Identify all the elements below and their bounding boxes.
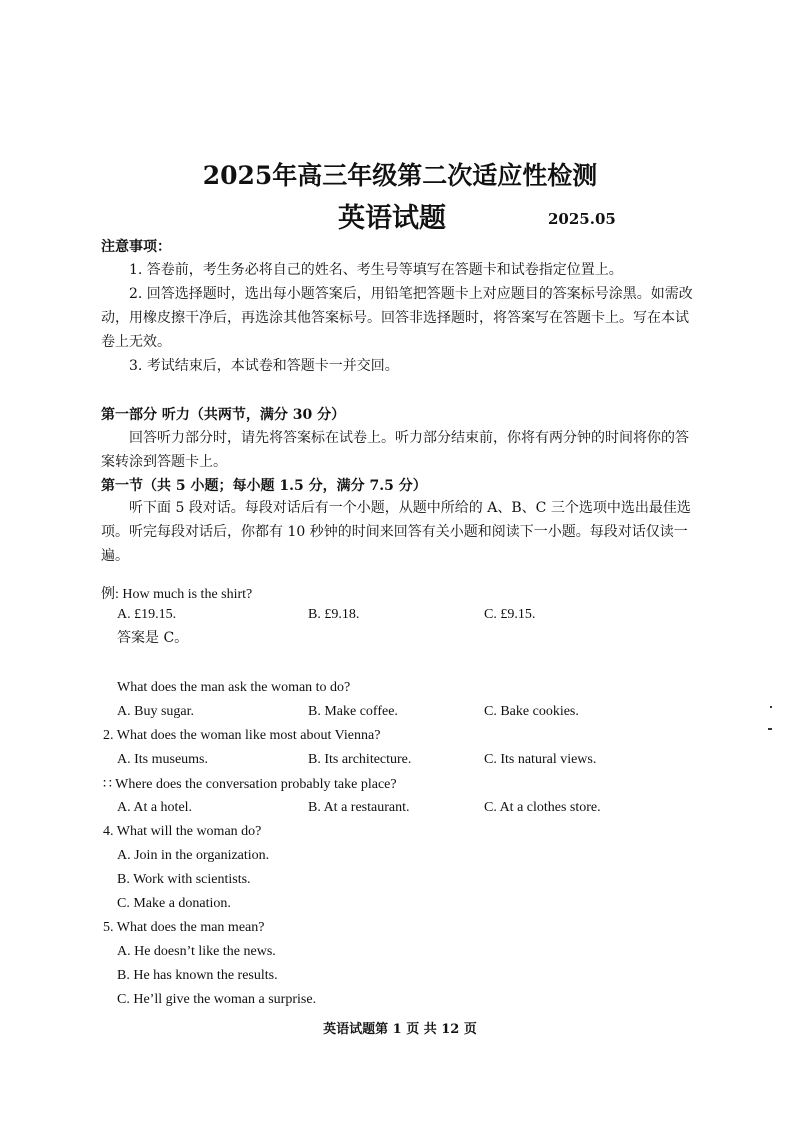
page-footer: 英语试题第 1 页 共 12 页 [323,1022,477,1037]
question-1-option-a: A. Buy sugar. [117,704,194,719]
question-5-option-b: B. He has known the results. [117,968,278,983]
section1-heading: 第一节（共 5 小题；每小题 1.5 分，满分 7.5 分） [101,478,427,494]
question-1-option-c: C. Bake cookies. [484,704,579,719]
notice-item-3: 3. 考试结束后，本试卷和答题卡一并交回。 [129,358,399,374]
scan-speck [770,706,772,708]
exam-subject-title: 英语试题 [338,203,446,234]
part1-instructions: 回答听力部分时，请先将答案标在试卷上。听力部分结束前，你将有两分钟的时间将你的答案转涂到答题卡上。 [101,430,689,470]
question-1: What does the man ask the woman to do? [117,680,351,695]
question-3-option-c: C. At a clothes store. [484,800,601,815]
example-option-a: A. £19.15. [117,607,177,622]
question-2: 2. What does the woman like most about Vienna? [103,728,381,743]
question-2-option-c: C. Its natural views. [484,752,597,767]
example-option-b: B. £9.18. [308,607,360,622]
notice-heading: 注意事项： [101,239,171,255]
question-4: 4. What will the woman do? [103,824,262,839]
notice-item-1: 1. 答卷前，考生务必将自己的姓名、考生号等填写在答题卡和试卷指定位置上。 [129,262,623,278]
scan-speck [768,728,772,730]
question-4-option-b: B. Work with scientists. [117,872,251,887]
notice-item-2: 2. 回答选择题时，选出每小题答案后，用铅笔把答题卡上对应题目的答案标号涂黑。如需改动，用橡皮擦干净后，再选涂其他答案标号。回答非选择题时，将答案写在答题卡上。写在本试卷上无效。 [101,286,693,350]
question-3-option-a: A. At a hotel. [117,800,193,815]
question-5: 5. What does the man mean? [103,920,265,935]
example-answer: 答案是 C。 [117,630,189,646]
question-1-option-b: B. Make coffee. [308,704,398,719]
exam-date: 2025.05 [548,210,616,228]
question-2-option-a: A. Its museums. [117,752,208,767]
question-3: ∷ Where does the conversation probably take place? [103,777,397,792]
part1-heading: 第一部分 听力（共两节，满分 30 分） [101,407,346,423]
section1-instructions: 听下面 5 段对话。每段对话后有一个小题，从题中所给的 A、B、C 三个选项中选出最佳选项。听完每段对话后，你都有 10 秒钟的时间来回答有关小题和阅读下一小题。每段对话仅读一遍。 [101,500,691,564]
question-4-option-c: C. Make a donation. [117,896,231,911]
question-2-option-b: B. Its architecture. [308,752,412,767]
example-question: 例: How much is the shirt? [101,587,253,602]
question-5-option-a: A. He doesn’t like the news. [117,944,276,959]
question-5-option-c: C. He’ll give the woman a surprise. [117,992,317,1007]
exam-title: 2025年高三年级第二次适应性检测 [202,161,598,190]
question-3-option-b: B. At a restaurant. [308,800,410,815]
example-option-c: C. £9.15. [484,607,536,622]
question-4-option-a: A. Join in the organization. [117,848,270,863]
